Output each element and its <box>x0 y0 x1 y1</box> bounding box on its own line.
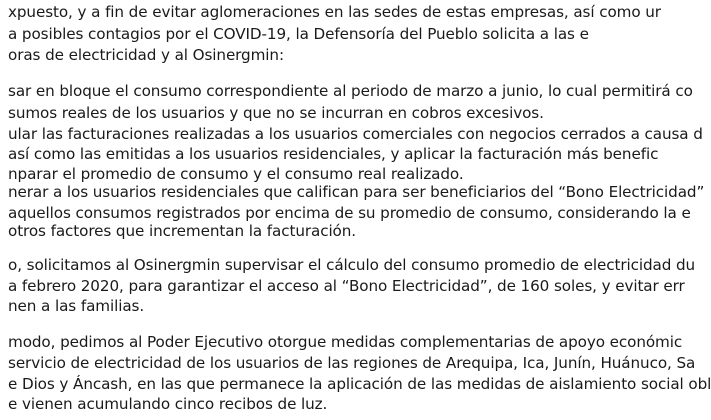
list-item-3-line-3: otros factores que incrementan la facturación. <box>8 222 357 240</box>
paragraph-ejecutivo-line-2: servicio de electricidad de los usuarios de las regiones de Arequipa, Ica, Junín, Huánuco, Sa <box>8 354 696 372</box>
paragraph-osinergmin-line-3: nen a las familias. <box>8 297 145 315</box>
list-item-3-line-1: nerar a los usuarios residenciales que califican para ser beneficiarios del “Bono Electricidad” <box>8 183 705 201</box>
list-item-1-line-2: sumos reales de los usuarios y que no se incurran en cobros excesivos. <box>8 104 544 122</box>
paragraph-osinergmin-line-1: o, solicitamos al Osinergmin supervisar el cálculo del consumo promedio de electricidad du <box>8 256 696 274</box>
paragraph-intro-line-1: xpuesto, y a fin de evitar aglomeraciones en las sedes de estas empresas, así como ur <box>8 3 661 21</box>
list-item-2-line-2: así como las emitidas a los usuarios residenciales, y aplicar la facturación más benefic <box>8 145 659 163</box>
paragraph-ejecutivo-line-3: e Dios y Áncash, en las que permanece la aplicación de las medidas de aislamiento social obl <box>8 375 711 393</box>
list-item-2-line-1: ular las facturaciones realizadas a los usuarios comerciales con negocios cerrados a causa d <box>8 125 703 143</box>
paragraph-osinergmin-line-2: a febrero 2020, para garantizar el acceso al “Bono Electricidad”, de 160 soles, y evitar err <box>8 277 685 295</box>
paragraph-ejecutivo-line-1: modo, pedimos al Poder Ejecutivo otorgue medidas complementarias de apoyo económic <box>8 333 683 351</box>
list-item-3-line-2: aquellos consumos registrados por encima de su promedio de consumo, considerando la e <box>8 204 691 222</box>
list-item-1-line-1: sar en bloque el consumo correspondiente al periodo de marzo a junio, lo cual permitirá co <box>8 82 693 100</box>
paragraph-ejecutivo-line-4: e vienen acumulando cinco recibos de luz. <box>8 395 328 413</box>
paragraph-intro-line-2: a posibles contagios por el COVID-19, la Defensoría del Pueblo solicita a las e <box>8 25 589 43</box>
list-item-2-line-3: nparar el promedio de consumo y el consumo real realizado. <box>8 165 464 183</box>
paragraph-intro-line-3: oras de electricidad y al Osinergmin: <box>8 46 284 64</box>
